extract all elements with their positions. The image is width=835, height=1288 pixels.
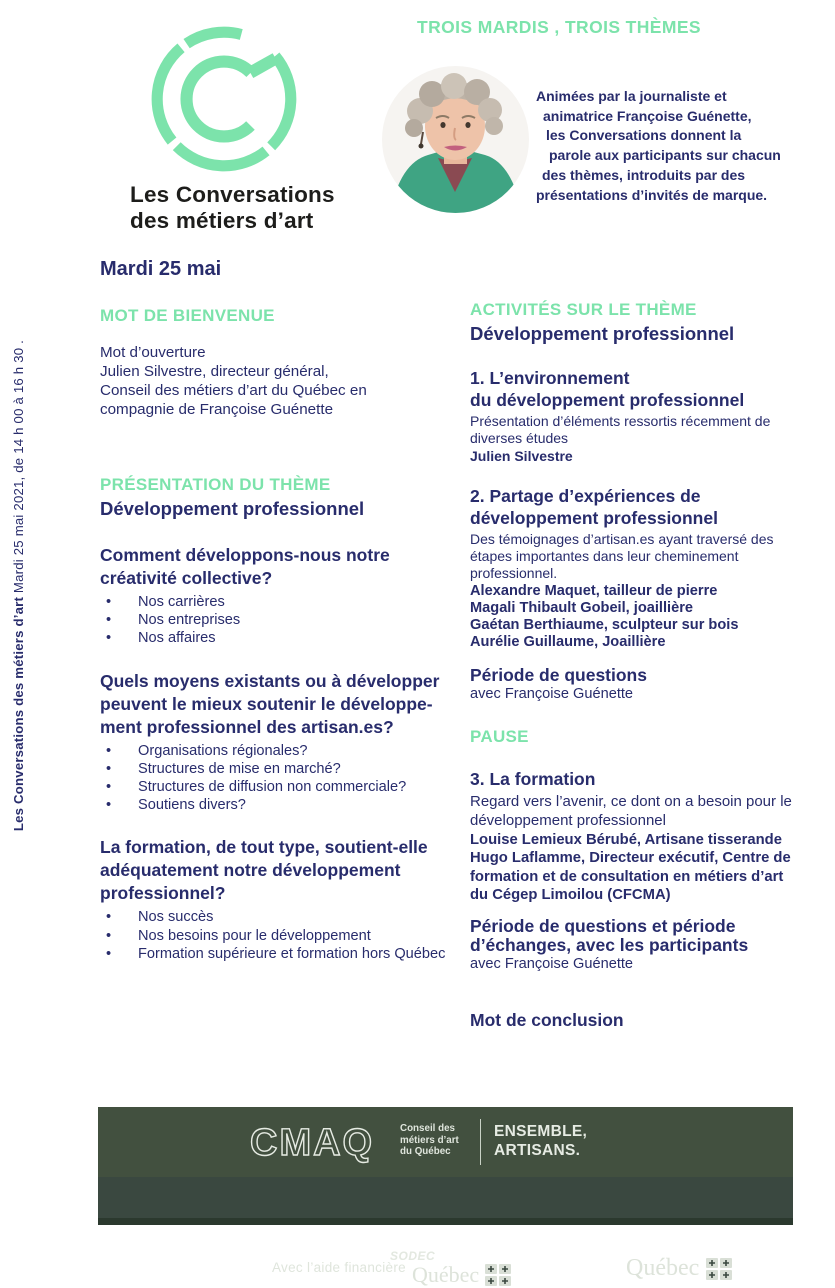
- sidebar-date-text: Mardi 25 mai 2021, de 14 h 00 à 16 h 30 .: [10, 340, 26, 598]
- footer-band-bottom: [98, 1177, 793, 1287]
- question-3-title: La formation, de tout type, soutient-elle adéquatement notre développement professionnel?: [100, 837, 428, 904]
- footer-strip: [98, 1218, 793, 1225]
- quebec-wordmark-right: Québec: [626, 1255, 700, 1281]
- wordmark-line1: Les Conversations: [130, 182, 335, 207]
- cmaq-wordmark: CMAQ: [250, 1122, 375, 1164]
- intro-line: animatrice Françoise Guénette,: [543, 107, 752, 124]
- bullet-item: • Nos entreprises: [100, 611, 466, 629]
- right-column: [470, 300, 804, 1031]
- welcome-line: Conseil des métiers d’art du Québec en: [100, 382, 367, 399]
- section-heading-activities: ACTIVITÉS SUR LE THÈME: [470, 300, 697, 319]
- sodec-wordmark: SODEC: [390, 1249, 436, 1263]
- date-heading: Mardi 25 mai: [100, 258, 222, 280]
- welcome-line: Julien Silvestre, directeur général,: [100, 363, 329, 380]
- speaker-line: Aurélie Guillaume, Joaillière: [470, 634, 666, 651]
- activity-3-description: Regard vers l’avenir, ce dont on a besoin pour le développement professionnel: [470, 792, 792, 830]
- welcome-line: compagnie de Françoise Guénette: [100, 401, 334, 418]
- bullet-item: • Structures de mise en marché?: [100, 760, 466, 778]
- question-period-2-title: Période de questions et période d’échanges, avec les participants: [470, 915, 749, 956]
- sidebar-title-bold: Les Conversations des métiers d’art: [10, 597, 26, 832]
- question-1-title: Comment développons-nous notre créativité collective?: [100, 545, 390, 588]
- question-3-bullets: [100, 908, 466, 963]
- bullet-item: • Nos affaires: [100, 629, 466, 647]
- activity-2-title: 2. Partage d’expériences de développement professionnel: [470, 485, 718, 528]
- vertical-sidebar-caption: [6, 288, 30, 884]
- intro-line: les Conversations donnent la: [546, 127, 742, 144]
- tagline: TROIS MARDIS , TROIS THÈMES: [417, 17, 702, 37]
- cmaq-motto: ENSEMBLE, ARTISANS.: [494, 1123, 588, 1159]
- section-heading-theme: PRÉSENTATION DU THÈME: [100, 475, 331, 494]
- question-2-bullets: [100, 742, 466, 815]
- activity-2-description: Des témoignages d’artisan.es ayant traversé des étapes importantes dans leur cheminement professionnel.: [470, 530, 774, 582]
- activity-1-description: Présentation d’éléments ressortis récemment de diverses études: [470, 413, 771, 447]
- bullet-item: • Structures de diffusion non commerciale?: [100, 778, 466, 796]
- activity-3-title: 3. La formation: [470, 768, 596, 789]
- activity-3-speakers: [470, 831, 804, 905]
- pause-heading: PAUSE: [470, 726, 529, 746]
- intro-line: présentations d’invités de marque.: [536, 186, 768, 203]
- question-2-title: Quels moyens existants ou à développer peuvent le mieux soutenir le développe- ment professionnel des artisan.es?: [100, 670, 440, 737]
- speaker-line: Magali Thibault Gobeil, joaillière: [470, 600, 693, 617]
- bullet-item: • Nos carrières: [100, 593, 466, 611]
- activities-subheading: Développement professionnel: [470, 323, 735, 344]
- financial-aid-text: Avec l’aide financière: [272, 1260, 406, 1275]
- question-period-1-host: avec Françoise Guénette: [470, 685, 634, 702]
- section-heading-welcome: MOT DE BIENVENUE: [100, 306, 275, 325]
- welcome-line: Mot d’ouverture: [100, 344, 206, 361]
- bullet-item: • Nos succès: [100, 908, 466, 926]
- quebec-wordmark-center: Québec: [412, 1262, 480, 1287]
- question-1-bullets: [100, 593, 466, 648]
- intro-line: des thèmes, introduits par des: [542, 166, 746, 183]
- question-period-2-host: avec Françoise Guénette: [470, 955, 634, 972]
- speaker-line: Alexandre Maquet, tailleur de pierre: [470, 583, 718, 600]
- brand-wordmark: [130, 182, 360, 234]
- wordmark-line2: des métiers d’art: [130, 208, 314, 233]
- intro-paragraph: [536, 87, 800, 205]
- intro-line: Animées par la journaliste et: [536, 88, 727, 104]
- speaker-line: Louise Lemieux Bérubé, Artisane tisserande: [470, 831, 782, 848]
- bullet-item: • Organisations régionales?: [100, 742, 466, 760]
- cmaq-org-name: Conseil des métiers d’art du Québec: [400, 1123, 459, 1158]
- footer: [98, 1107, 793, 1287]
- host-portrait-photo: [382, 66, 529, 213]
- question-period-1-title: Période de questions: [470, 665, 647, 686]
- quebec-flag-icon: [706, 1258, 732, 1280]
- conclusion-heading: Mot de conclusion: [470, 1009, 624, 1030]
- footer-divider: [480, 1119, 481, 1165]
- footer-band-top: [98, 1107, 793, 1177]
- theme-subheading: Développement professionnel: [100, 498, 365, 519]
- quebec-flag-icon: [485, 1264, 511, 1286]
- activity-1-speaker: Julien Silvestre: [470, 447, 573, 464]
- activity-1-title: 1. L’environnement du développement professionnel: [470, 368, 745, 410]
- bullet-item: • Formation supérieure et formation hors Québec: [100, 945, 466, 963]
- bullet-item: • Nos besoins pour le développement: [100, 927, 466, 945]
- welcome-block: [100, 343, 466, 419]
- speaker-line: Gaétan Berthiaume, sculpteur sur bois: [470, 617, 739, 634]
- cmaq-logo: [250, 1119, 395, 1165]
- conversations-logo-icon: [144, 16, 308, 182]
- quebec-government-logo: [626, 1255, 732, 1282]
- intro-line: parole aux participants sur chacun: [549, 147, 781, 164]
- sodec-quebec-logo: [390, 1249, 511, 1288]
- speaker-line: Hugo Laflamme, Directeur exécutif, Centre de formation et de consultation en métiers d’art du Cégep Limoilou (CFCMA): [470, 850, 791, 904]
- activity-2-speakers: [470, 583, 804, 651]
- bullet-item: • Soutiens divers?: [100, 796, 466, 814]
- left-column: [100, 258, 466, 963]
